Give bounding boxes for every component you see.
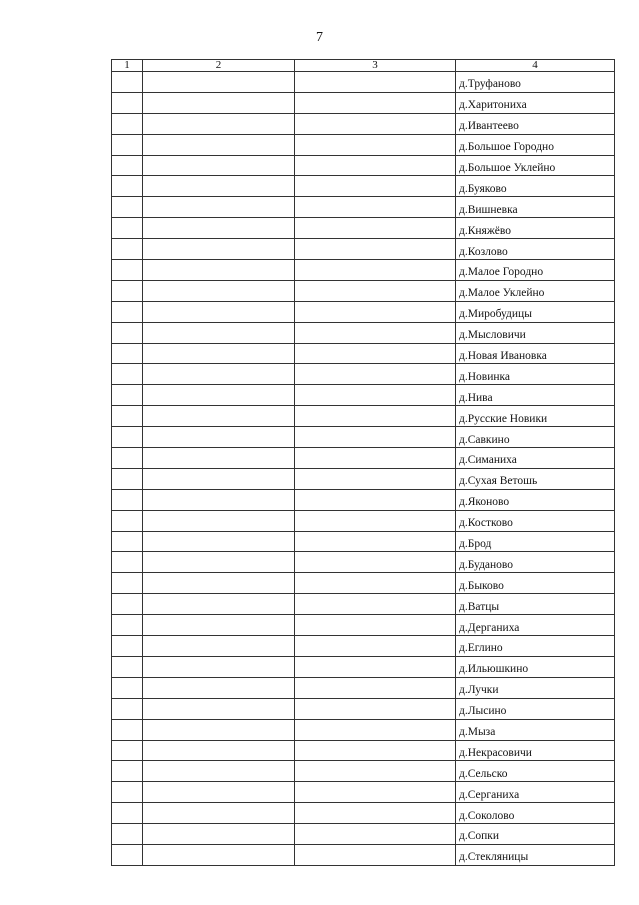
table-row [112,782,615,803]
table-cell-col1 [112,260,143,281]
table-cell-col3 [295,322,456,343]
table-cell-col3 [295,489,456,510]
table-cell-col4: д.Брод [456,531,615,552]
table-cell-col2 [143,322,295,343]
table-cell-col2 [143,636,295,657]
table-cell-col4: д.Мысловичи [456,322,615,343]
table-cell-col2 [143,406,295,427]
table-cell-col4: д.Сухая Ветошь [456,468,615,489]
table-cell-col1 [112,280,143,301]
table-cell-col4: д.Ивантеево [456,113,615,134]
table-cell-col2 [143,782,295,803]
table-cell-col4: д.Быково [456,573,615,594]
table-cell-col3 [295,301,456,322]
table-cell-col1 [112,385,143,406]
table-cell-col1 [112,594,143,615]
table-cell-col2 [143,740,295,761]
column-header-2: 2 [143,60,295,72]
table-cell-col2 [143,698,295,719]
table-cell-col1 [112,761,143,782]
table-cell-col1 [112,343,143,364]
table-cell-col4: д.Малое Городно [456,260,615,281]
table-cell-col2 [143,72,295,93]
table-cell-col4: д.Соколово [456,803,615,824]
table-cell-col4: д.Большое Уклейно [456,155,615,176]
table-cell-col3 [295,740,456,761]
table-cell-col1 [112,176,143,197]
table-cell-col3 [295,573,456,594]
table-row [112,343,615,364]
table-cell-col1 [112,719,143,740]
table-cell-col4: д.Ватцы [456,594,615,615]
table-cell-col4: д.Еглино [456,636,615,657]
table-cell-col4: д.Лысино [456,698,615,719]
table-cell-col3 [295,468,456,489]
table-cell-col2 [143,489,295,510]
table-cell-col3 [295,260,456,281]
table-cell-col1 [112,824,143,845]
table-cell-col3 [295,280,456,301]
table-row [112,489,615,510]
table-cell-col1 [112,448,143,469]
table-cell-col2 [143,280,295,301]
table-cell-col2 [143,531,295,552]
table-row [112,552,615,573]
table-row [112,636,615,657]
table-cell-col2 [143,552,295,573]
table-row [112,301,615,322]
table-cell-col3 [295,92,456,113]
table-cell-col2 [143,803,295,824]
table-cell-col1 [112,489,143,510]
table-cell-col4: д.Вишневка [456,197,615,218]
table-cell-col3 [295,510,456,531]
table-row [112,468,615,489]
table-cell-col2 [143,155,295,176]
column-header-4: 4 [456,60,615,72]
table-cell-col3 [295,761,456,782]
table-row [112,113,615,134]
table-cell-col4: д.Малое Уклейно [456,280,615,301]
table-cell-col2 [143,197,295,218]
table-cell-col3 [295,824,456,845]
column-header-1: 1 [112,60,143,72]
table-cell-col4: д.Савкино [456,427,615,448]
table-cell-col1 [112,72,143,93]
table-cell-col2 [143,218,295,239]
table-cell-col4: д.Мыза [456,719,615,740]
table-cell-col2 [143,113,295,134]
table-row [112,573,615,594]
table-cell-col4: д.Сельско [456,761,615,782]
table-cell-col1 [112,636,143,657]
table-cell-col2 [143,134,295,155]
table-cell-col4: д.Яконово [456,489,615,510]
table-row [112,594,615,615]
table-cell-col2 [143,427,295,448]
table-cell-col2 [143,385,295,406]
table-cell-col4: д.Княжёво [456,218,615,239]
table-row [112,844,615,865]
table-cell-col2 [143,260,295,281]
table-cell-col2 [143,301,295,322]
table-cell-col4: д.Большое Городно [456,134,615,155]
table-cell-col4: д.Некрасовичи [456,740,615,761]
table-cell-col4: д.Харитониха [456,92,615,113]
table-cell-col3 [295,197,456,218]
table-cell-col3 [295,656,456,677]
table-cell-col3 [295,343,456,364]
table-cell-col3 [295,364,456,385]
table-cell-col3 [295,677,456,698]
table-cell-col4: д.Новинка [456,364,615,385]
table-cell-col1 [112,301,143,322]
table-cell-col4: д.Буданово [456,552,615,573]
table-cell-col3 [295,782,456,803]
table-cell-col1 [112,468,143,489]
table-cell-col1 [112,531,143,552]
table-cell-col1 [112,134,143,155]
page-number: 7 [316,30,323,45]
table-cell-col1 [112,92,143,113]
table-cell-col3 [295,113,456,134]
table-cell-col4: д.Козлово [456,239,615,260]
table-row [112,280,615,301]
table-cell-col3 [295,427,456,448]
table-cell-col3 [295,218,456,239]
table-cell-col4: д.Труфаново [456,72,615,93]
table-cell-col3 [295,844,456,865]
table-row [112,260,615,281]
table-row [112,406,615,427]
table-cell-col2 [143,468,295,489]
table-row [112,761,615,782]
table-cell-col1 [112,573,143,594]
table-row [112,92,615,113]
table-cell-col3 [295,636,456,657]
table-cell-col2 [143,656,295,677]
header-row [112,60,615,72]
table-row [112,615,615,636]
table-cell-col3 [295,615,456,636]
table-cell-col4: д.Костково [456,510,615,531]
table-row [112,510,615,531]
table-cell-col4: д.Миробудицы [456,301,615,322]
table-row [112,197,615,218]
table-cell-col3 [295,239,456,260]
table-cell-col3 [295,176,456,197]
table-cell-col4: д.Русские Новики [456,406,615,427]
table-body [112,72,615,866]
table-cell-col2 [143,364,295,385]
table-cell-col1 [112,615,143,636]
table-row [112,719,615,740]
table-cell-col3 [295,531,456,552]
table-cell-col3 [295,448,456,469]
table-cell-col4: д.Буяково [456,176,615,197]
table-cell-col2 [143,824,295,845]
table-cell-col1 [112,656,143,677]
column-header-3: 3 [295,60,456,72]
table-cell-col3 [295,698,456,719]
table-cell-col1 [112,364,143,385]
table-cell-col4: д.Серганиха [456,782,615,803]
table-cell-col4: д.Новая Ивановка [456,343,615,364]
settlements-table [111,59,615,866]
table-cell-col2 [143,719,295,740]
table-cell-col1 [112,427,143,448]
table-cell-col1 [112,510,143,531]
table-cell-col1 [112,552,143,573]
table-cell-col2 [143,510,295,531]
table-row [112,176,615,197]
table-cell-col2 [143,343,295,364]
table-cell-col3 [295,385,456,406]
table-cell-col4: д.Ильюшкино [456,656,615,677]
table-cell-col2 [143,573,295,594]
table-row [112,803,615,824]
table-cell-col1 [112,197,143,218]
table-cell-col1 [112,698,143,719]
table-cell-col2 [143,92,295,113]
table-cell-col3 [295,552,456,573]
table-cell-col2 [143,677,295,698]
table-row [112,427,615,448]
table-cell-col3 [295,594,456,615]
table-row [112,155,615,176]
table-row [112,656,615,677]
table-cell-col1 [112,803,143,824]
table-cell-col3 [295,719,456,740]
table-row [112,740,615,761]
table-cell-col4: д.Лучки [456,677,615,698]
table-row [112,218,615,239]
table-cell-col1 [112,844,143,865]
table-row [112,448,615,469]
table-cell-col1 [112,155,143,176]
table-cell-col3 [295,406,456,427]
table-cell-col4: д.Стекляницы [456,844,615,865]
table-row [112,698,615,719]
table-row [112,239,615,260]
table-cell-col2 [143,844,295,865]
table-row [112,322,615,343]
table-cell-col1 [112,218,143,239]
table-cell-col1 [112,740,143,761]
table-cell-col2 [143,176,295,197]
table-row [112,677,615,698]
table-cell-col3 [295,155,456,176]
table-cell-col3 [295,134,456,155]
table-row [112,134,615,155]
table-row [112,531,615,552]
table-row [112,824,615,845]
table-cell-col3 [295,72,456,93]
table-cell-col2 [143,615,295,636]
table-cell-col2 [143,448,295,469]
table-cell-col1 [112,782,143,803]
table-cell-col4: д.Сопки [456,824,615,845]
table-cell-col1 [112,239,143,260]
table-cell-col1 [112,677,143,698]
table-row [112,364,615,385]
table-cell-col3 [295,803,456,824]
table-cell-col1 [112,322,143,343]
table-cell-col1 [112,406,143,427]
table-cell-col4: д.Дерганиха [456,615,615,636]
table-cell-col4: д.Нива [456,385,615,406]
table-row [112,385,615,406]
table-cell-col1 [112,113,143,134]
table-cell-col2 [143,761,295,782]
table-cell-col4: д.Симаниха [456,448,615,469]
table-cell-col2 [143,239,295,260]
table-cell-col2 [143,594,295,615]
table-row [112,72,615,93]
